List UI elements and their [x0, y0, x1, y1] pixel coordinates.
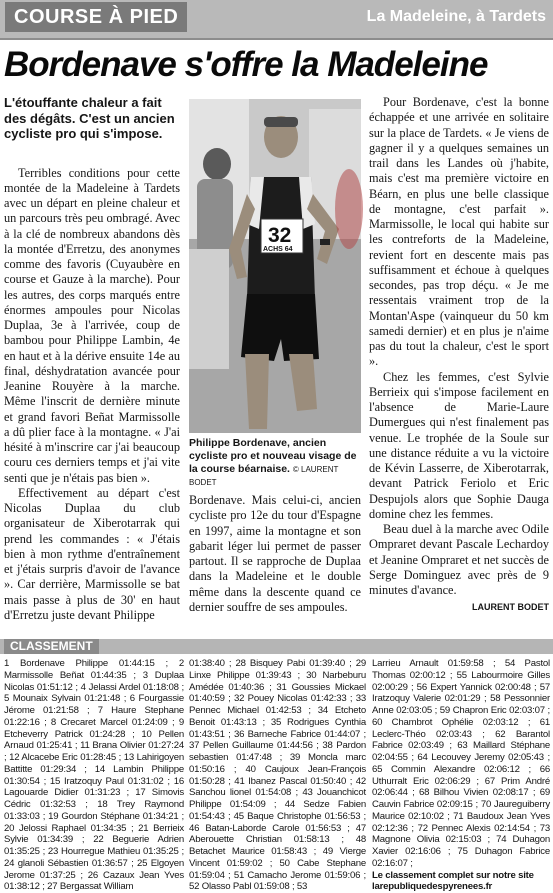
- results-column-2: [189, 658, 366, 893]
- results-label: CLASSEMENT: [4, 639, 99, 654]
- caption-text: Philippe Bordenave, ancien cycliste pro et nouveau visage de la course béarnaise.: [189, 437, 356, 475]
- article-column-1: [4, 95, 180, 623]
- results-text: 01:38:40 ; 28 Bisquey Pabi 01:39:40 ; 29 Linxe Philippe 01:39:43 ; 30 Narbeburu Amédée 01:40:36 ; 31 Goussies Mickael 01:40:59 ; 32 Pouey Nicolas 01:42:33 ; 33 Pennec Michael 01:42:53 ; 34 Etcheto Benoit 01:43:13 ; 35 Rodrigues Cynthia 01:43:51 ; 36 Barneche Fabrice 01:44:07 ; 37 Pellen Guillaume 01:44:56 ; 38 Pardon sebastien 01:47:48 ; 39 Moncla marc 01:50:16 ; 40 Caujoux Jean-François 01:50:28 ; 41 Ibanez Pascal 01:50:40 ; 42 Sanchou lionel 01:54:08 ; 43 Jouanchicot Philippe 01:54:09 ; 44 Sedze Fabien 01:54:43 ; 45 Baque Christophe 01:56:53 ; 46 Batan-Laborde Carole 01:56:53 ; 47 Aberouette Christian 01:58:13 ; 48 Betachet Maurice 01:58:43 ; 49 Vierge Vincent 01:59:02 ; 50 Cabe Stephane 01:59:04 ; 51 Camacho Jerome 01:59:06 ; 52 Olasso Pabl 01:59:08 ; 53: [189, 658, 366, 893]
- results-header-bar: [0, 639, 553, 654]
- article-column-2: [189, 493, 361, 615]
- section-rubric: COURSE À PIED: [5, 2, 187, 32]
- paragraph: Terribles conditions pour cette montée de la Madeleine à Tardets avec un départ en pleine chaleur et un parcours très peu ombragé. Avec à la clé de nombreux abandons dès la montée d'Erretzu, des anonymes comme des favoris (Cuyaubère en course et Gauze à la marche). Pour les autres, des corps marqués entre énormes ampoules pour Nicolas Duplaa, 3e à l'arrivée, coup de bambou pour Philippe Lambin, 4e en haut et à la dérive ensuite 14e au final, déshydratation avancée pour Jeanine Rouyère à la marche. Même l'inscrit de dernière minute et grand favori Beñat Marmissolle a dû plier face à la montagne. « J'ai hésité à m'inscrire car j'ai beaucoup couru ces derniers temps et j'ai vite senti que je n'étais pas bien ».: [4, 166, 180, 486]
- article-lede: L'étouffante chaleur a fait des dégâts. C'est un ancien cycliste pro qui s'impose.: [4, 95, 180, 142]
- photo-caption: [189, 437, 361, 489]
- results-text: Larrieu Arnault 01:59:58 ; 54 Pastol Thomas 02:00:12 ; 55 Labourmoire Gilles 02:00:29 ; 56 Expert Yannick 02:00:48 ; 57 Iratzoquy Valerie 02:01:29 ; 58 Pessonnier Anne 02:03:05 ; 59 Chapron Eric 02:03:07 ; 60 Chambrot Ophélie 02:03:12 ; 61 Leclerc-Théo 02:03:43 ; 62 Barantol Fabrice 02:03:49 ; 63 Maillard Stéphane 02:04:55 ; 64 Lecouvey Jeremy 02:05:43 ; 65 Commin Alexandre 02:06:12 ; 66 Uthurralt Eric 02:06:29 ; 67 Prim André 02:06:44 ; 68 Bilhou Vivien 02:08:17 ; 69 Cauvin Fabrice 02:09:15 ; 70 Jaureguiberry Maurice 02:10:02 ; 71 Baudoux Jean Yves 02:12:36 ; 72 Pennec Alexis 02:14:54 ; 73 Magnone Olivia 02:15:03 ; 74 Duhagon Xavier 02:16:06 ; 75 Duhagon Fabrice 02:16:07 ;: [372, 658, 550, 870]
- bib-club: ACHS 64: [263, 246, 293, 253]
- section-header-bar: [0, 0, 553, 40]
- full-results-link[interactable]: Le classement complet sur notre site larepubliquedespyrenees.fr: [372, 870, 550, 893]
- results-column-3: [372, 658, 550, 893]
- bib-number: 32: [268, 224, 291, 247]
- paragraph: Beau duel à la marche avec Odile Ompraret devant Pascale Lechardoy et Jeanine Ompraret et net succès de Serge Dominguez avec près de 9 minutes d'avance.: [369, 522, 549, 598]
- runner-photo: [189, 99, 361, 433]
- paragraph: Bordenave. Mais celui-ci, ancien cycliste pro 12e du tour d'Espagne en 1997, aime la montagne et son gabarit léger lui permet de passer partout. Il se rapproche de Duplaa dans la Madeleine et le double même dans la descente quand ce dernier souffre de ses ampoules.: [189, 493, 361, 615]
- paragraph: Chez les femmes, c'est Sylvie Berrieix qui s'impose facilement en l'absence de Marie-Laure Dumergues qui n'est finalement pas venue. Le trophée de la Soule sur une distance réduite a vu la victoire de Kévin Lasserre, de Xiberotarrak, devant Patrick Feriolo et Eric Despujols alors que Sophie Dauga domine chez les femmes.: [369, 370, 549, 523]
- runner-illustration: [189, 99, 361, 433]
- paragraph: Pour Bordenave, c'est la bonne échappée et une arrivée en solitaire sur la place de Tardets. « Je viens de gagner il y a quelques semaines un trail dans les Landes où j'habite, mais c'est ma première victoire en Béarn, en plus une belle classique de montagne, c'est parfait ». Marmissolle, le local qui habite sur les contreforts de la Madeleine, revient fort en descente mais pas suffisamment et échoue à quelques secondes, pas trop déçu. « Je me ressentais vraiment trop de la Montan'Aspe (vainqueur du 50 km samedi dernier) et en plus je n'aime pas du tout la chaleur, c'est le sport ».: [369, 95, 549, 370]
- author-signature: LAURENT BODET: [369, 600, 549, 615]
- article-headline: Bordenave s'offre la Madeleine: [4, 38, 550, 92]
- results-text: 1 Bordenave Philippe 01:44:15 ; 2 Marmissolle Beñat 01:44:35 ; 3 Duplaa Nicolas 01:51:12 ; 4 Jelassi Ardel 01:18:08 ; 5 Mounaix Sylvain 01:21:48 ; 6 Fourgassie Jérome 01:21:58 ; 7 Haure Stephane 01:22:16 ; 8 Crecaret Marcel 01:24:09 ; 9 Etcheverry Patrick 01:24:28 ; 10 Pellen Arnaud 01:25:41 ; 11 Brana Olivier 01:27:24 ; 12 Alcacebe Eric 01:28:45 ; 13 Lahirigoyen Battitte 01:29:34 ; 14 Lambin Philippe 01:30:54 ; 15 Iratzoquy Paul 01:31:02 ; 16 Lagouarde Didier 01:31:23 ; 17 Simovis Cédric 01:32:53 ; 18 Trey Raymond 01:33:03 ; 19 Gourdon Stéphane 01:34:21 ; 20 Jelossi Raphael 01:34:35 ; 21 Berrieix Sylvie 01:34:39 ; 22 Beguerie Adrien 01:35:25 ; 23 Hourregue Mathieu 01:35:25 ; 24 glanoli Sébastien 01:36:57 ; 25 Elgoyen Jerome 01:37:25 ; 26 Cazaux Jean Yves 01:38:12 ; 27 Bergassat William: [4, 658, 184, 893]
- results-column-1: [4, 658, 184, 893]
- article-column-3: [369, 95, 549, 616]
- photo-credit: © LAURENT BODET: [189, 465, 338, 487]
- event-location: La Madeleine, à Tardets: [367, 8, 546, 26]
- paragraph: Effectivement au départ c'est Nicolas Duplaa du club organisateur de Xiberotarrak qui prend les commandes : « J'étais bien à mon rythme d'entraînement et j'étais surpris d'avoir de l'avance ». Car derrière, Marmissolle se bat mais passe à plus de 30' en haut d'Erretzu juste devant Philippe: [4, 486, 180, 623]
